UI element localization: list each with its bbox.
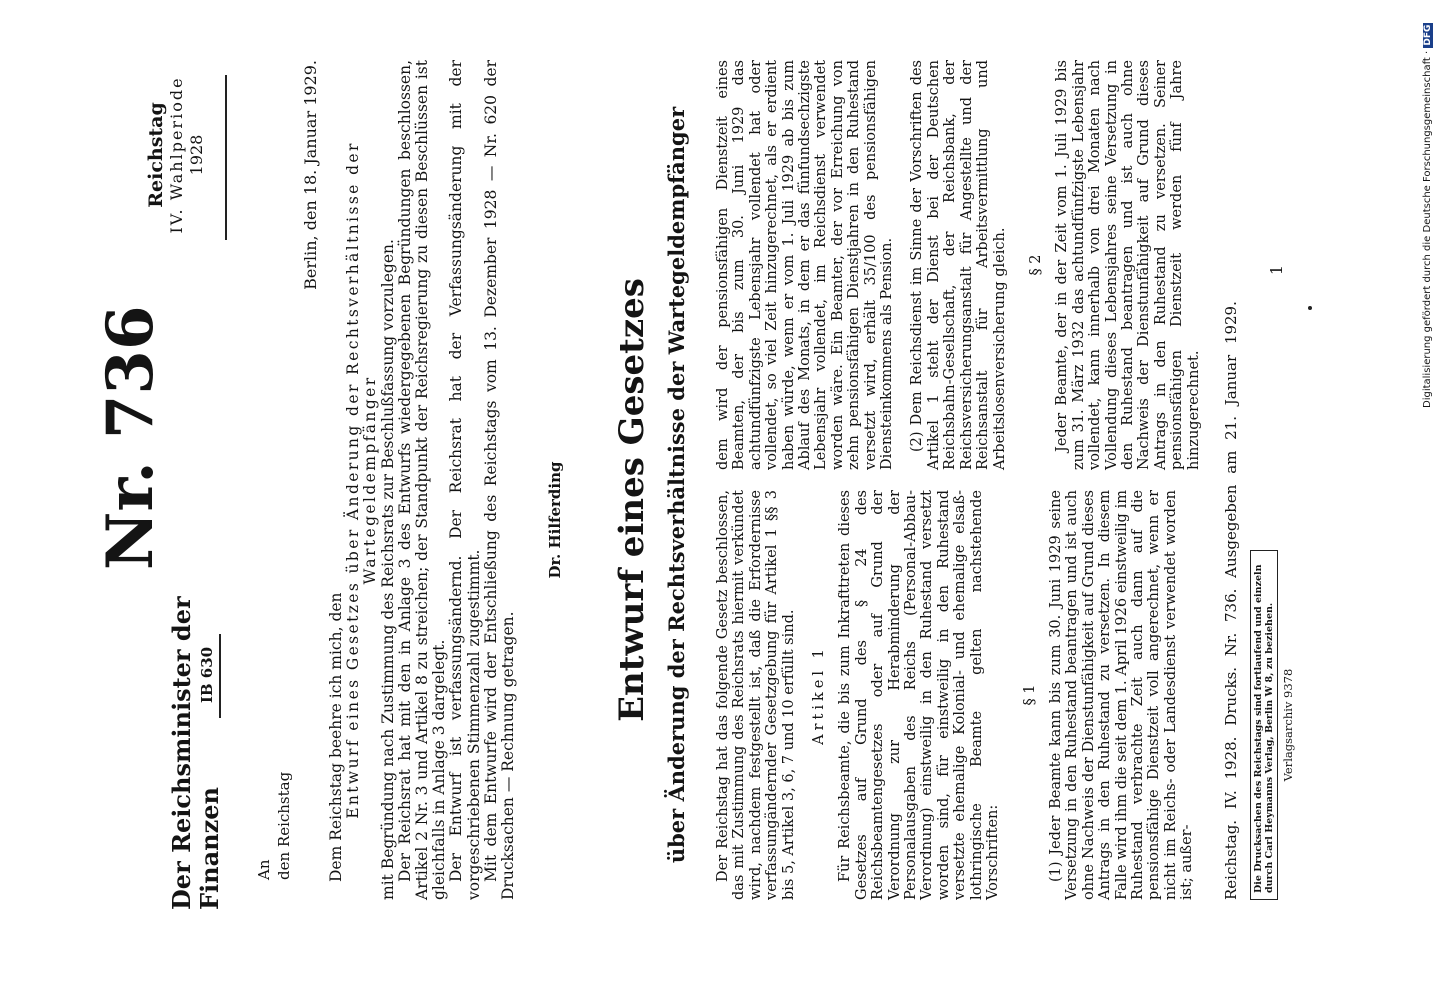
footer-box-line-2: durch Carl Heymanns Verlag, Berlin W 8, zu beziehen. xyxy=(1264,602,1275,893)
funding-note: Digitalisierung gefördert durch die Deutsche Forschungsgemeinschaft · DFG xyxy=(1422,24,1433,408)
reichstag-label: Reichstag xyxy=(145,102,167,208)
ministry-reference: IB 630 xyxy=(198,646,216,704)
reichstag-block xyxy=(145,65,207,245)
section-1-paragraph-2: (2) Dem Reichsdienst im Sinne der Vorschriften des Artikel 1 steht der Dienst bei der Deutschen Reichsbahn-Gesellschaft, der Reichsbank, der Reichsversicherungsanstalt für Angestellte und der Reichsanstalt für Arbeitsvermittlung und Arbeitslosenversicherung gleich. xyxy=(909,60,1008,470)
dfg-logo: DFG xyxy=(1423,24,1433,46)
section-1-heading: § 1 xyxy=(1021,684,1038,706)
signature: Dr. Hilferding xyxy=(546,461,564,579)
footer-box-line-1: Die Drucksachen des Reichstags sind fortlaufend und einzeln xyxy=(1253,564,1264,893)
draft-subtitle: über Änderung der Rechtsverhältnisse der Wartegeldempfänger xyxy=(664,106,689,864)
funding-text: Digitalisierung gefördert durch die Deutsche Forschungsgemeinschaft xyxy=(1422,57,1433,408)
document-number: Nr. 736 xyxy=(93,305,168,570)
letter-subject: Entwurf eines Gesetzes über Änderung der Rechtsverhältnisse der Wartegeldempfänger xyxy=(344,141,380,819)
section-2-heading: § 2 xyxy=(1027,254,1044,276)
letter-paragraph-5: Der Entwurf ist verfassungsändernd. Der Reichsrat hat der Verfassungsänderung mit der vorgeschriebenen Stimmenzahl zugestimmt. xyxy=(447,60,483,900)
footer-line: Reichstag. IV. 1928. Drucks. Nr. 736. Ausgegeben am 21. Januar 1929. xyxy=(1222,301,1240,900)
reference-rule xyxy=(219,634,221,718)
letter-paragraph-4: Der Reichsrat hat mit den in Anlage 3 des Entwurfs wiedergegebenen Begründungen beschlossen, Artikel 2 Nr. 3 und Artikel 8 zu streichen; der Standpunkt der Reichsregierung zu diesen Beschlüssen ist gleichfalls in Anlage 3 dargelegt. xyxy=(395,60,449,900)
dot-mark xyxy=(1308,306,1312,310)
section-1-continuation: dem wird der pensionsfähigen Dienstzeit eines Beamten, der bis zum 30. Juni 1929 das achtundfünfzigste Lebensjahr vollendet hat oder vollendet, so viel Zeit hinzugerechnet, als er erdient haben würde, wenn er vom 1. Juli 1929 ab bis zum Ablauf des Monats, in dem er das fünfundsechzigste Lebensjahr vollendet, im Reichsdienst verwendet worden wäre. Ein Beamter, der vor Erreichung von zehn pensionsfähigen Dienstjahren in den Ruhestand versetzt wird, erhält 35/100 des pensionsfähigen Diensteinkommens als Pension. xyxy=(715,60,896,470)
place-date: Berlin, den 18. Januar 1929. xyxy=(301,60,320,290)
page-number: 1 xyxy=(1267,264,1286,276)
footer-box xyxy=(1250,550,1278,900)
letter-paragraph-1: Dem Reichstag beehre ich mich, den xyxy=(327,592,345,882)
cover-letter xyxy=(328,60,517,900)
column-right xyxy=(715,60,1202,470)
address-line-2: den Reichstag xyxy=(275,771,293,880)
section-2-text: Jeder Beamte, der in der Zeit vom 1. Juli 1929 bis zum 31. März 1932 das achtundfünfzigste Lebensjahr vollendet, kann innerhalb von drei Monaten nach Vollendung dieses Lebensjahres seine Versetzung in den Ruhestand beantragen und ist auch ohne Nachweis der Dienstunfähigkeit auf Grund dieses Antrags in den Ruhestand zu versetzen. Seiner pensionsfähigen Dienstzeit werden fünf Jahre hinzugerechnet. xyxy=(1054,60,1202,470)
draft-intro: Der Reichstag hat das folgende Gesetz beschlossen, das mit Zustimmung des Reichsrats hiermit verkündet wird, nachdem festgestellt ist, daß die Erfordernisse verfassungändernder Gesetzgebung für Artikel 1 §§ 3 bis 5, Artikel 3, 6, 7 und 10 erfüllt sind. xyxy=(715,490,797,900)
period-label: IV. Wahlperiode xyxy=(167,76,186,234)
draft-title: Entwurf eines Gesetzes xyxy=(612,278,652,722)
letter-paragraph-6: Mit dem Entwurfe wird der Entschließung des Reichstags vom 13. Dezember 1928 — Nr. 620 der Drucksachen — Rechnung getragen. xyxy=(481,60,518,900)
reichstag-rule xyxy=(225,75,227,240)
letter-paragraph-3: mit Begründung nach Zustimmung des Reichsrats zur Beschlußfassung vorzulegen. xyxy=(378,239,397,900)
archive-note: Verlagsarchiv 9378 xyxy=(1281,668,1295,782)
column-left xyxy=(715,490,1196,900)
ministry-title: Der Reichsminister der Finanzen xyxy=(167,596,224,910)
article-1-text: Für Reichsbeamte, die bis zum Inkrafttreten dieses Gesetzes auf Grund des § 24 des Reichsbeamtengesetzes oder auf Grund der Verordnung zur Herabminderung der Personalausgaben des Reichs (Personal-Abbau-Verordnung) einstweilig in den Ruhestand versetzt worden sind, für einstweilig in den Ruhestand versetzte ehemalige Kolonial- und ehemalige elsaß-lothringische Beamte gelten nachstehende Vorschriften: xyxy=(837,490,1002,900)
address-line-1: An xyxy=(255,859,273,880)
year-label: 1928 xyxy=(187,134,206,176)
section-1-text: (1) Jeder Beamte kann bis zum 30. Juni 1929 seine Versetzung in den Ruhestand beantragen und ist auch ohne Nachweis der Dienstunfähigkeit auf Grund dieses Antrags in den Ruhestand zu versetzen. In diesem Falle wird ihm die seit dem 1. April 1926 einstweilig im Ruhestand verbrachte Zeit auch dann auf die pensionsfähige Dienstzeit voll angerechnet, wenn er nicht im Reichs- oder Landesdienst verwendet worden ist; außer- xyxy=(1047,490,1196,900)
article-1-heading: Artikel 1 xyxy=(811,645,828,745)
